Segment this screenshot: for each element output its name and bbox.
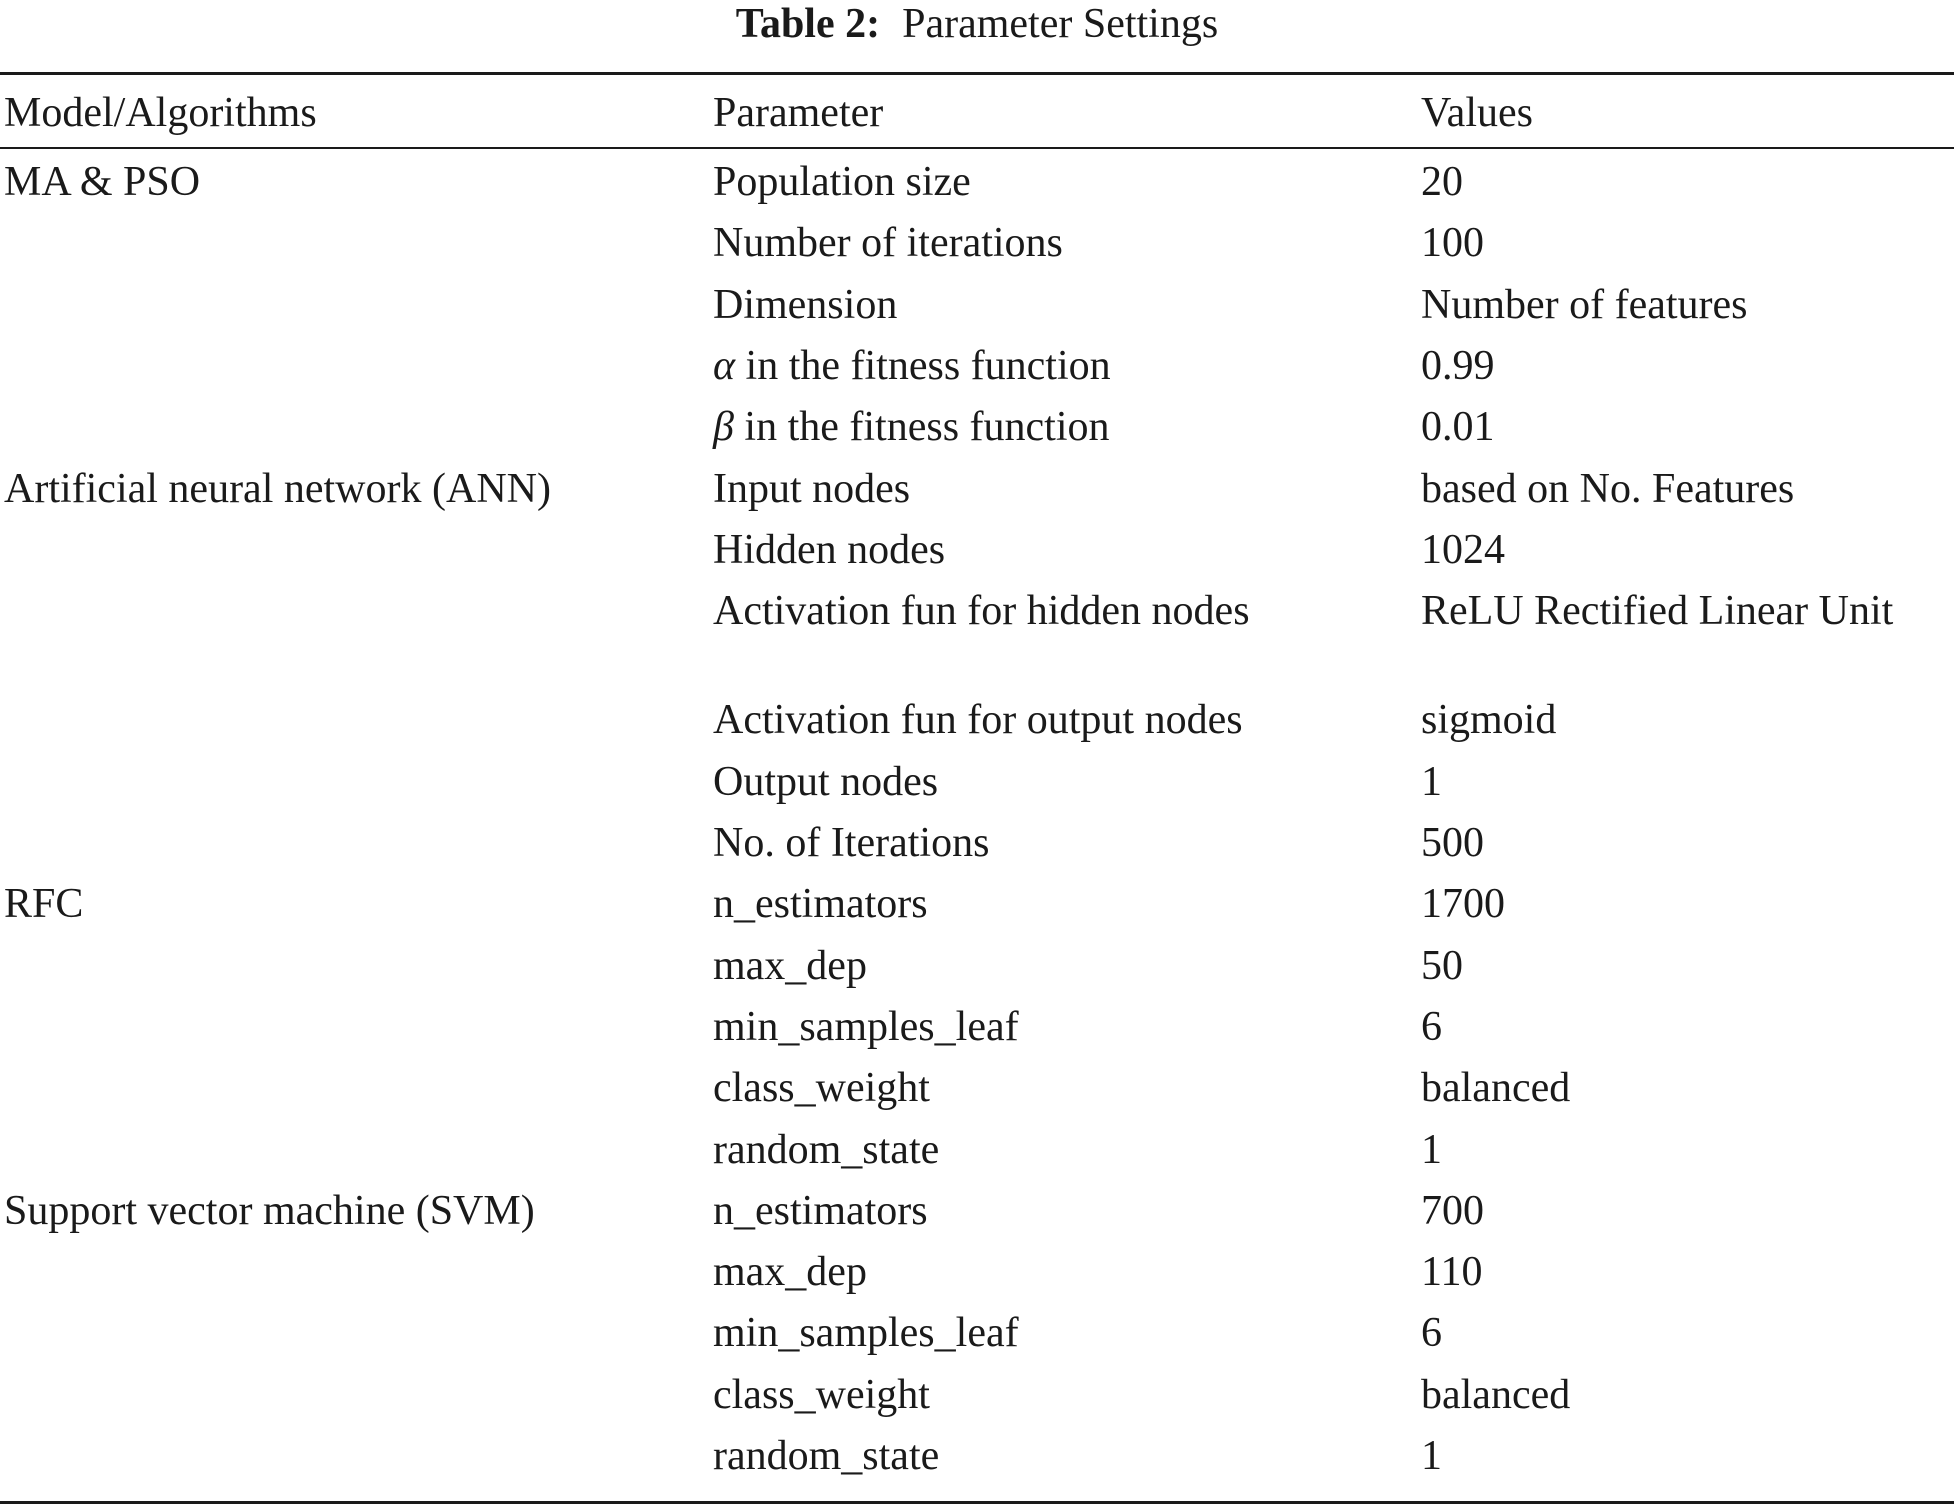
parameter-symbol: β (713, 404, 734, 451)
cell-value: 1024 (1421, 526, 1505, 573)
cell-parameter: random_state (713, 1126, 940, 1173)
parameter-text: in the fitness function (745, 342, 1111, 389)
top-rule (0, 72, 1954, 75)
cell-parameter: Number of iterations (713, 220, 1063, 267)
cell-value: 0.99 (1421, 342, 1495, 389)
header-rule (0, 147, 1954, 149)
cell-parameter: Activation fun for hidden nodes (713, 588, 1250, 635)
cell-parameter: Input nodes (713, 465, 911, 512)
cell-parameter: min_samples_leaf (713, 1310, 1019, 1357)
cell-value: 110 (1421, 1249, 1483, 1296)
cell-model: Artificial neural network (ANN) (4, 465, 551, 512)
cell-parameter (713, 400, 1403, 454)
header-parameter: Parameter (713, 90, 884, 136)
header-model-algorithms: Model/Algorithms (4, 90, 317, 136)
cell-value: Number of features (1421, 281, 1748, 328)
cell-value: 1 (1421, 758, 1442, 805)
cell-value: based on No. Features (1421, 465, 1795, 512)
cell-value: balanced (1421, 1065, 1571, 1112)
cell-value: balanced (1421, 1371, 1571, 1418)
cell-parameter: Dimension (713, 281, 898, 328)
caption-label: Table 2: (735, 1, 881, 47)
caption-title: Parameter Settings (902, 1, 1219, 47)
cell-model: RFC (4, 881, 84, 928)
cell-value: 500 (1421, 820, 1484, 866)
cell-model: MA & PSO (4, 159, 201, 205)
cell-parameter: class_weight (713, 1065, 930, 1112)
cell-parameter: random_state (713, 1433, 940, 1479)
cell-parameter (713, 339, 1403, 393)
cell-parameter: No. of Iterations (713, 820, 990, 866)
cell-value: sigmoid (1421, 697, 1557, 744)
cell-value: 50 (1421, 942, 1463, 989)
cell-parameter: class_weight (713, 1371, 930, 1418)
cell-model: Support vector machine (SVM) (4, 1187, 535, 1234)
bottom-rule (0, 1501, 1954, 1504)
cell-value: 6 (1421, 1003, 1442, 1050)
cell-value: 100 (1421, 220, 1484, 267)
cell-value: 0.01 (1421, 404, 1495, 451)
cell-parameter: max_dep (713, 942, 867, 989)
cell-value: 700 (1421, 1187, 1484, 1234)
cell-parameter: Output nodes (713, 758, 939, 805)
header-values: Values (1421, 90, 1533, 136)
parameter-text: in the fitness function (744, 404, 1110, 451)
cell-parameter: Activation fun for output nodes (713, 697, 1243, 744)
cell-value: ReLU Rectified Linear Unit (1421, 588, 1894, 635)
table-caption (0, 0, 1954, 48)
cell-parameter: Hidden nodes (713, 526, 946, 573)
table-body (0, 155, 1954, 1500)
cell-parameter: Population size (713, 159, 971, 205)
table-header-row (0, 86, 1954, 140)
cell-value: 1700 (1421, 881, 1505, 928)
cell-value: 1 (1421, 1433, 1442, 1479)
cell-parameter: n_estimators (713, 1187, 928, 1234)
cell-value: 1 (1421, 1126, 1442, 1173)
cell-parameter: n_estimators (713, 881, 928, 928)
cell-parameter: max_dep (713, 1249, 867, 1296)
cell-value: 6 (1421, 1310, 1442, 1357)
parameter-symbol: α (713, 342, 736, 389)
cell-parameter: min_samples_leaf (713, 1003, 1019, 1050)
cell-value: 20 (1421, 159, 1463, 205)
